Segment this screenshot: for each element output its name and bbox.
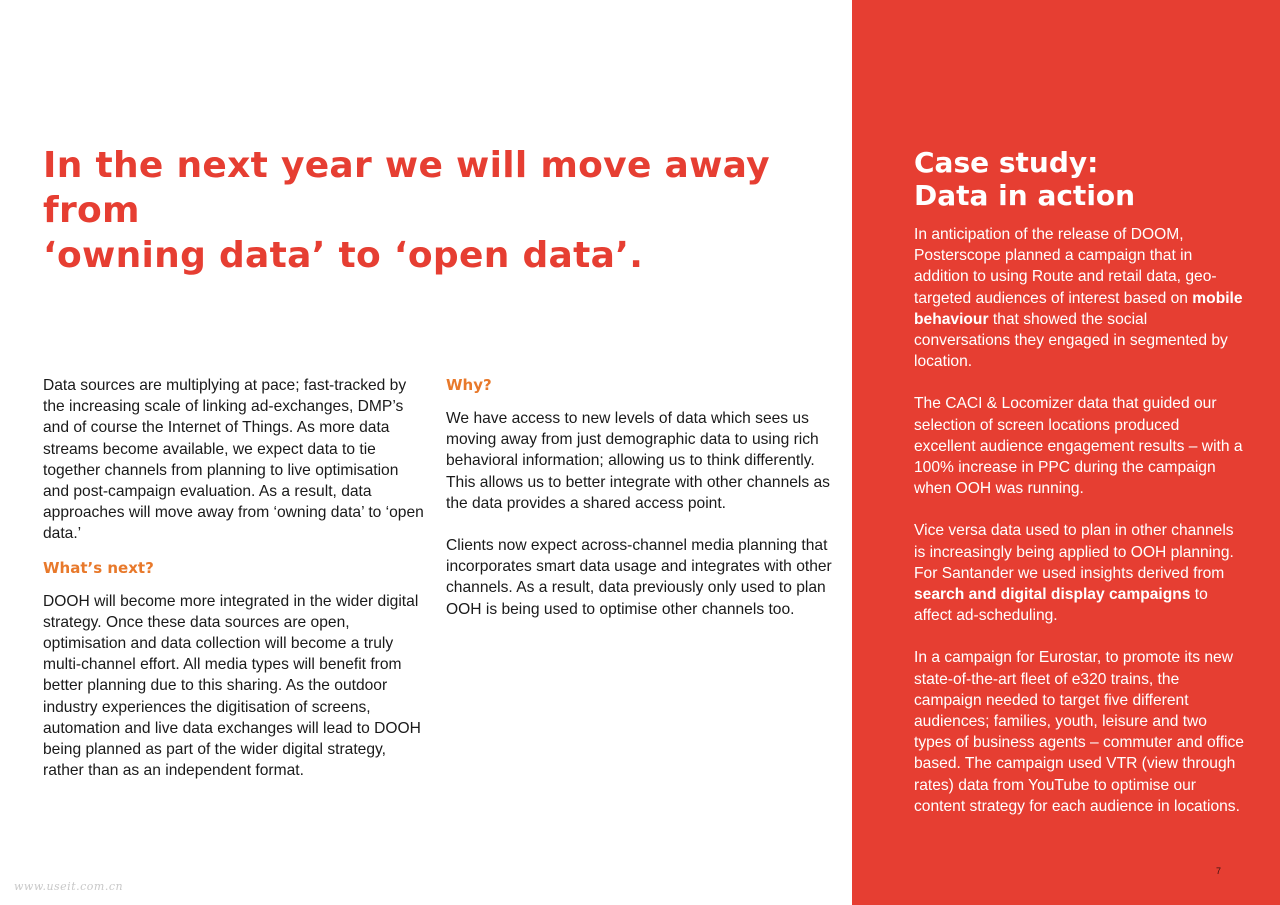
why-paragraph-2: Clients now expect across-channel media planning that incorporates smart data usage and integrates with other channels. As a result, data previously only used to plan OOH is being used to optimise other channels too.	[446, 537, 832, 618]
page-headline	[43, 143, 823, 278]
case-study-title-line-1: Case study:	[914, 146, 1099, 179]
intro-paragraph: Data sources are multiplying at pace; fast-tracked by the increasing scale of linking ad-exchanges, DMP’s and of course the Internet of Things. As more data streams become available, we expect data to tie together channels from planning to live optimisation and post-campaign evaluation. As a result, data approaches will move away from ‘owning data’ to ‘open data.’	[43, 377, 424, 543]
case-study-title	[914, 146, 1254, 212]
case-p3-bold: search and digital display campaigns	[914, 586, 1191, 604]
case-p1-text-b: that showed the social conversations they engaged in segmented by location.	[914, 310, 1228, 371]
whats-next-paragraph: DOOH will become more integrated in the wider digital strategy. Once these data sources are open, optimisation and data collection will become a truly multi-channel effort. All media types will benefit from better planning due to this sharing. As the outdoor industry experiences the digitisation of screens, automation and live data exchanges will lead to DOOH being planned as part of the wider digital strategy, rather than as an independent format.	[43, 592, 421, 780]
headline-line-2: ‘owning data’ to ‘open data’.	[43, 235, 644, 276]
page-number: 7	[1216, 866, 1222, 876]
case-p1-bold: mobile behaviour	[914, 289, 1243, 328]
case-study-paragraph-3	[914, 520, 1244, 626]
case-p3-text-b: to affect ad-scheduling.	[914, 586, 1208, 625]
case-study-paragraph-2: The CACI & Locomizer data that guided our selection of screen locations produced excellent audience engagement results – with a 100% increase in PPC during the campaign when OOH was running.	[914, 395, 1243, 498]
case-study-paragraph-1	[914, 224, 1244, 372]
case-study-title-line-2: Data in action	[914, 179, 1136, 212]
right-column	[446, 375, 838, 620]
case-study-panel	[852, 0, 1280, 905]
case-p1-text-a: In anticipation of the release of DOOM, Posterscope planned a campaign that in addition to using Route and retail data, geo-targeted audiences of interest based on	[914, 226, 1217, 307]
why-paragraph-1: We have access to new levels of data which sees us moving away from just demographic data to using rich behavioral information; allowing us to think differently. This allows us to better integrate with other channels as the data provides a shared access point.	[446, 410, 830, 512]
left-column	[43, 375, 428, 781]
case-p3-text-a: Vice versa data used to plan in other channels is increasingly being applied to OOH planning. For Santander we used insights derived from	[914, 522, 1234, 582]
whats-next-heading: What’s next?	[43, 558, 154, 577]
case-study-body	[914, 224, 1244, 838]
headline-line-1: In the next year we will move away from	[43, 145, 770, 231]
case-study-paragraph-4: In a campaign for Eurostar, to promote its new state-of-the-art fleet of e320 trains, the campaign needed to target five different audiences; families, youth, leisure and two types of business agents – commuter and office based. The campaign used VTR (view through rates) data from YouTube to optimise our content strategy for each audience in locations.	[914, 649, 1244, 815]
why-heading: Why?	[446, 376, 492, 394]
watermark: www.useit.com.cn	[14, 880, 124, 893]
